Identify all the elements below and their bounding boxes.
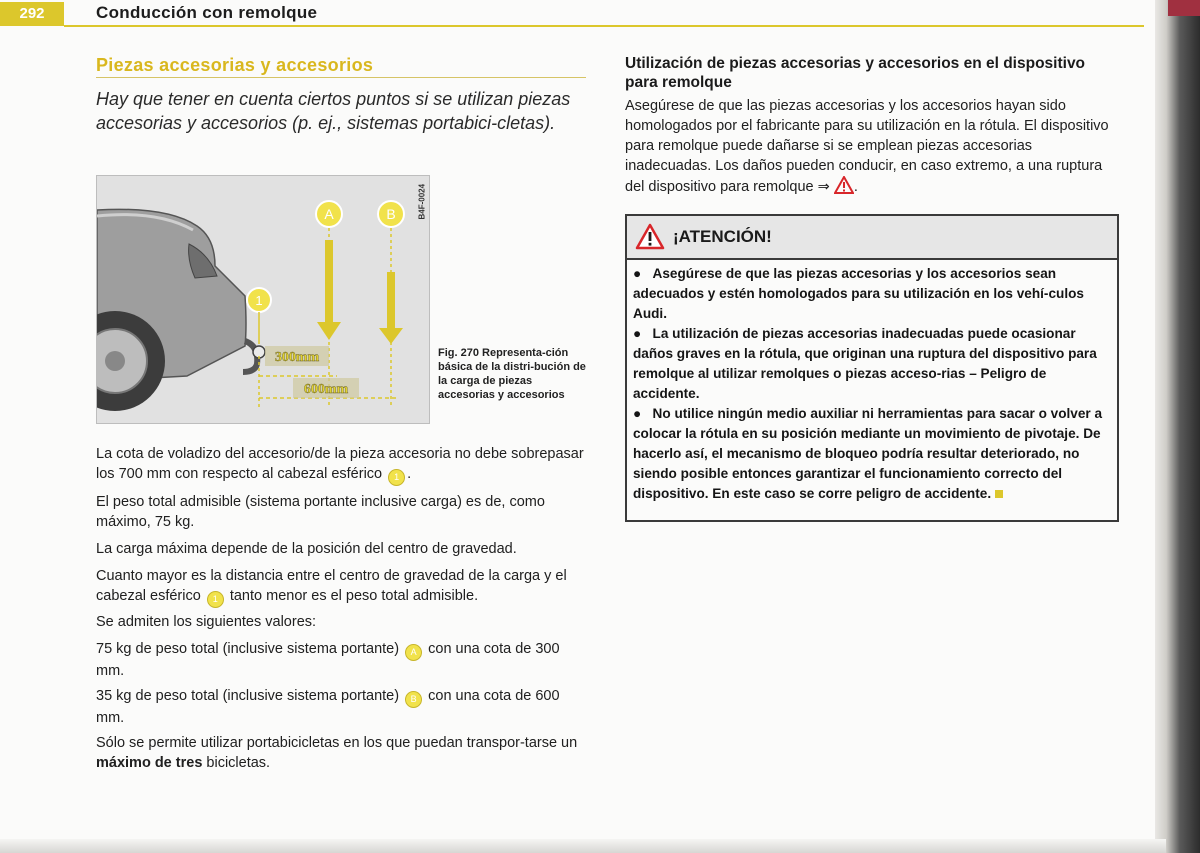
warning-header xyxy=(627,216,1117,258)
marker-1-icon: 1 xyxy=(207,591,224,608)
warning-rule xyxy=(627,258,1117,260)
paragraph-gravity-center: Cuanto mayor es la distancia entre el centro de gravedad de la carga y el cabezal esférico 1 tanto menor es el peso total admisible. xyxy=(96,566,588,608)
warning-title: ¡ATENCIÓN! xyxy=(673,227,772,246)
end-of-section-icon xyxy=(995,490,1003,498)
dimension-300: 300mm xyxy=(274,350,320,365)
paragraph-allowed-values: Se admiten los siguientes valores: xyxy=(96,614,317,630)
section-title: Piezas accesorias y accesorios xyxy=(96,55,374,75)
warning-body xyxy=(633,264,1113,504)
spine-tab xyxy=(1168,0,1200,16)
paragraph-max-load: La carga máxima depende de la posición del centro de gravedad. xyxy=(96,541,517,557)
intro-text: Hay que tener en cuenta ciertos puntos si se utilizan piezas accesorias y accesorios (p. ej., sistemas portabici-cletas). xyxy=(96,89,571,133)
warning-triangle-icon xyxy=(635,223,665,250)
warning-reference-icon[interactable] xyxy=(834,176,854,194)
paragraph-value-a: 75 kg de peso total (inclusive sistema portante) A con una cota de 300 mm. xyxy=(96,641,560,679)
page-bottom-shadow xyxy=(0,839,1166,853)
warning-box xyxy=(625,214,1119,522)
paragraph-overhang: La cota de voladizo del accesorio/de la pieza accesoria no debe sobrepasar los 700 mm con respecto al cabezal esférico 1 . xyxy=(96,444,588,486)
figure-code: B4F-0024 xyxy=(417,183,427,220)
running-title: Conducción con remolque xyxy=(96,3,318,22)
figure-label: Fig. 270 xyxy=(438,347,479,359)
section-rule xyxy=(96,77,586,78)
marker-a-label: A xyxy=(324,206,334,222)
paragraph-value-b: 35 kg de peso total (inclusive sistema portante) B con una cota de 600 mm. xyxy=(96,688,560,726)
warning-item: ● La utilización de piezas accesorias inadecuadas puede ocasionar daños graves en la rótula, que originan una ruptura del dispositivo para remolque al utilizar remolques o piezas acceso-rias – Peligro de accidente. xyxy=(633,326,1097,401)
figure-load-distribution xyxy=(96,175,430,424)
marker-1-label: 1 xyxy=(255,293,263,308)
warning-item: ● No utilice ningún medio auxiliar ni herramientas para sacar o volver a colocar la rótula en su posición mediante un movimiento de pivotaje. De hacerlo así, el mecanismo de bloqueo podría resultar deteriorado, no siendo posible entonces garantizar el funcionamiento correcto del dispositivo. En este caso se corre peligro de accidente. xyxy=(633,406,1103,501)
paragraph-total-weight: El peso total admisible (sistema portante inclusive carga) es de, como máximo, 75 kg. xyxy=(96,494,545,530)
marker-a-icon: A xyxy=(405,644,422,661)
paragraph-bicycles: Sólo se permite utilizar portabicicletas en los que puedan transpor-tarse un máximo de tres bicicletas. xyxy=(96,735,578,771)
warning-item: ● Asegúrese de que las piezas accesorias y los accesorios sean adecuados y estén homologados para su utilización en los vehí-culos Audi. xyxy=(633,266,1084,321)
dimension-600: 600mm xyxy=(303,382,349,397)
figure-caption xyxy=(438,346,590,402)
marker-b-label: B xyxy=(386,206,396,222)
book-spine xyxy=(1155,0,1200,853)
marker-b-icon: B xyxy=(405,691,422,708)
page-number: 292 xyxy=(0,2,64,26)
right-paragraph: Asegúrese de que las piezas accesorias y los accesorios hayan sido homologados por el fabricante para su utilización en la rótula. El dispositivo para remolque puede dañarse si se emplean piezas accesorias inadecuadas. Los daños pueden conducir, en caso extremo, a una ruptura del dispositivo para remolque ⇒ . xyxy=(625,98,1109,195)
right-heading: Utilización de piezas accesorias y accesorios en el dispositivo para remolque xyxy=(625,55,1086,91)
car-rear-illustration xyxy=(97,176,429,423)
marker-1-icon: 1 xyxy=(388,469,405,486)
header-rule xyxy=(64,25,1144,27)
figure-caption-text: Representa-ción básica de la distri-bución de la carga de piezas accesorias y accesorios xyxy=(438,347,586,401)
